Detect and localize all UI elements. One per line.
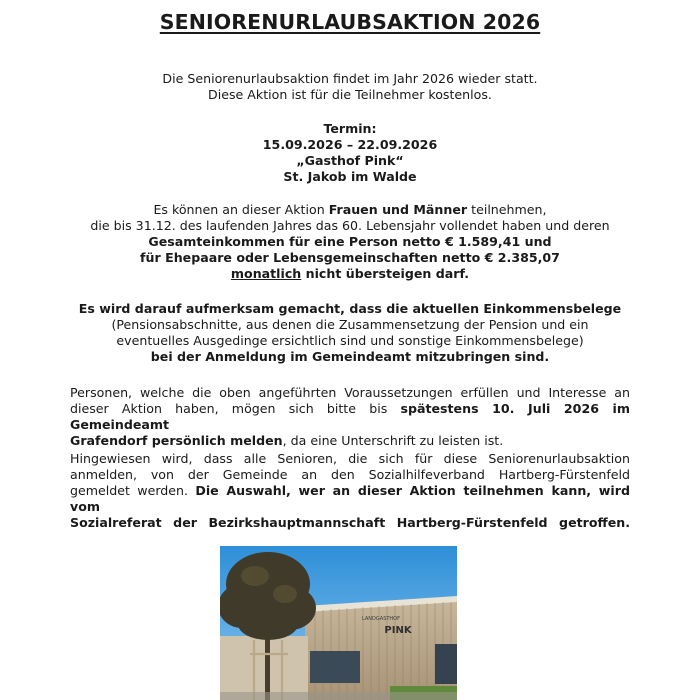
registration-line-3 [70,433,630,449]
sign-small-text: LANDGASTHOF [361,616,401,622]
eligibility-line-1 [70,202,630,218]
selection-bold-text: Die Auswahl, wer an dieser Aktion teilnehmen kann, wird vom [70,483,630,514]
monatlich-underlined: monatlich [230,266,302,281]
window [435,644,457,684]
selection-paragraph [70,451,630,531]
eligibility-line-5 [70,266,630,282]
notice-line-4: bei der Anmeldung im Gemeindeamt mitzubringen sind. [150,349,550,364]
gasthof-illustration [220,546,457,700]
notice-paragraph [70,301,630,365]
registration-deadline: spätestens 10. Juli 2026 im Gemeindeamt [70,401,630,432]
selection-line-2: anmelden, von der Gemeinde an den Sozialhilfeverband Hartberg-Fürstenfeld [70,467,630,482]
registration-text: dieser Aktion haben, mögen sich bitte bis [70,401,401,416]
pavement [220,692,457,700]
termin-dates: 15.09.2026 – 22.09.2026 [262,137,438,152]
building-facade [305,598,457,700]
selection-line-3 [70,483,630,515]
notice-line-2: (Pensionsabschnitte, aus denen die Zusammensetzung der Pension und ein [111,317,589,332]
registration-paragraph [70,385,630,449]
eligibility-paragraph [70,202,630,282]
selection-line-4: Sozialreferat der Bezirkshauptmannschaft Hartberg-Fürstenfeld getroffen. [70,515,630,530]
termin-place: St. Jakob im Walde [283,169,417,184]
eligibility-text: Es können an dieser Aktion [153,202,329,217]
eligibility-line-2: die bis 31.12. des laufenden Jahres das 60. Lebensjahr vollendet haben und deren [90,218,610,233]
eligibility-text: teilnehmen, [467,202,547,217]
gasthof-photo [220,546,457,700]
eligibility-line-4: für Ehepaare oder Lebensgemeinschaften netto € 2.385,07 [140,250,560,265]
building-left [220,636,308,700]
registration-text: , da eine Unterschrift zu leisten ist. [282,433,504,448]
registration-line-1: Personen, welche die oben angeführten Voraussetzungen erfüllen und Interesse an [70,385,630,400]
intro-line-1: Die Seniorenurlaubsaktion findet im Jahr 2026 wieder statt. [162,71,538,86]
eligibility-bold-text: Frauen und Männer [328,202,468,217]
termin-label: Termin: [323,121,377,136]
selection-line-1: Hingewiesen wird, dass alle Senioren, die sich für diese Seniorenurlaubsaktion [70,451,630,466]
sign-big-text: PINK [384,625,412,636]
tree-crown [220,552,316,640]
eligibility-line-3: Gesamteinkommen für eine Person netto € 1.589,41 und [148,234,552,249]
registration-line-2 [70,401,630,433]
selection-text: gemeldet werden. [70,483,196,498]
intro-line-2: Diese Aktion ist für die Teilnehmer kostenlos. [208,87,492,102]
termin-block [70,121,630,185]
notice-line-1: Es wird darauf aufmerksam gemacht, dass die aktuellen Einkommensbelege [78,301,622,316]
intro-paragraph [70,71,630,103]
eligibility-text: nicht übersteigen darf. [301,266,470,281]
page-title: SENIORENURLAUBSAKTION 2026 [159,10,541,34]
tree-trunk [265,634,270,700]
termin-venue: „Gasthof Pink“ [296,153,404,168]
registration-location: Grafendorf persönlich melden [70,433,283,448]
window [310,651,360,683]
notice-line-3: eventuelles Ausgedinge ersichtlich sind und sonstige Einkommensbelege) [116,333,584,348]
